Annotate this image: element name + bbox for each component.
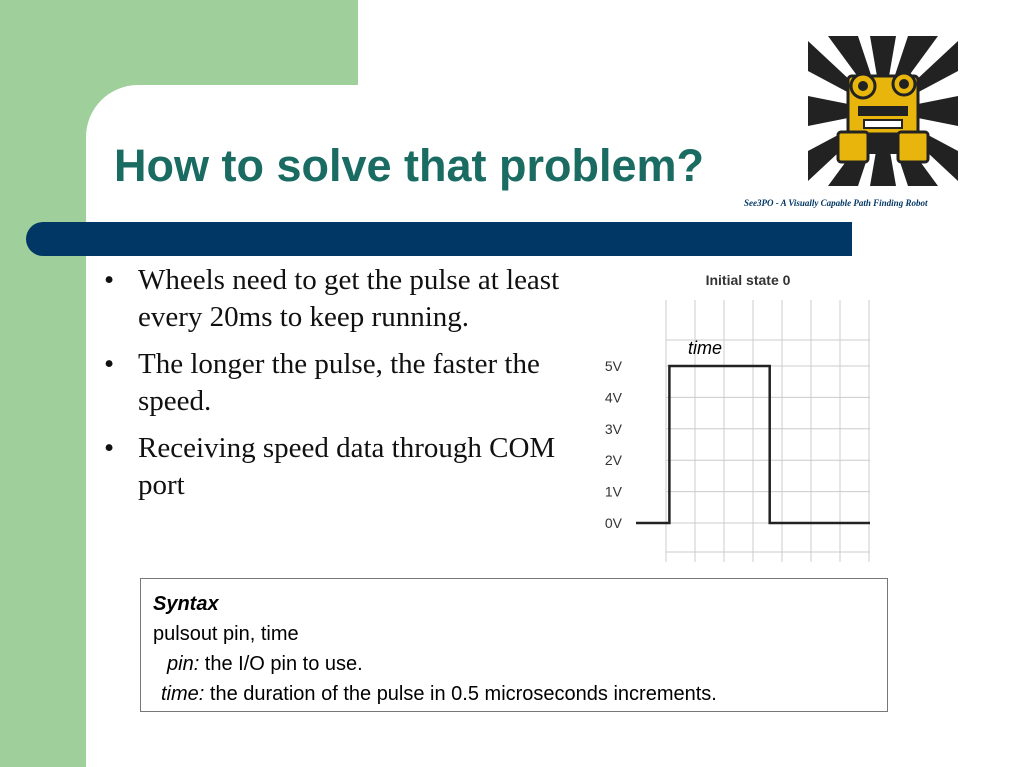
syntax-heading: Syntax [153, 593, 219, 615]
param-time-desc: the duration of the pulse in 0.5 microseconds increments. [204, 683, 717, 705]
bullet-dot: • [104, 264, 115, 296]
chart-title: Initial state 0 [705, 272, 791, 288]
syntax-param-pin [153, 649, 875, 679]
bullet-item [100, 346, 570, 420]
green-left-strip [0, 0, 86, 767]
syntax-param-time [153, 679, 875, 709]
bullet-text: Receiving speed data through COM port [138, 432, 556, 501]
param-pin-name: pin: [167, 653, 200, 675]
bullet-dot: • [104, 348, 115, 380]
syntax-box [140, 578, 888, 712]
y-tick-label: 5V [604, 358, 622, 374]
bullet-item [100, 430, 570, 504]
pulse-chart [594, 262, 884, 572]
param-time-name: time: [161, 683, 205, 705]
y-tick-label: 2V [604, 452, 622, 469]
title-divider-bar [26, 222, 852, 256]
bullet-dot: • [104, 432, 115, 464]
robot-icon [838, 73, 928, 162]
syntax-command: pulsout pin, time [153, 623, 299, 645]
slide-title: How to solve that problem? [114, 140, 705, 191]
bullet-list [100, 262, 570, 514]
logo-caption: See3PO - A Visually Capable Path Finding Robot [744, 198, 928, 208]
robot-logo [808, 36, 958, 186]
chart-ticks [605, 358, 623, 531]
y-tick-label: 4V [604, 389, 622, 406]
y-tick-label: 0V [604, 515, 622, 531]
param-pin-desc: the I/O pin to use. [199, 653, 363, 675]
chart-annotation: time [687, 338, 723, 358]
y-tick-label: 3V [604, 420, 622, 437]
y-tick-label: 1V [604, 483, 622, 500]
bullet-text: Wheels need to get the pulse at least every 20ms to keep running. [138, 264, 560, 333]
bullet-item [100, 262, 570, 336]
bullet-text: The longer the pulse, the faster the speed. [138, 348, 540, 417]
